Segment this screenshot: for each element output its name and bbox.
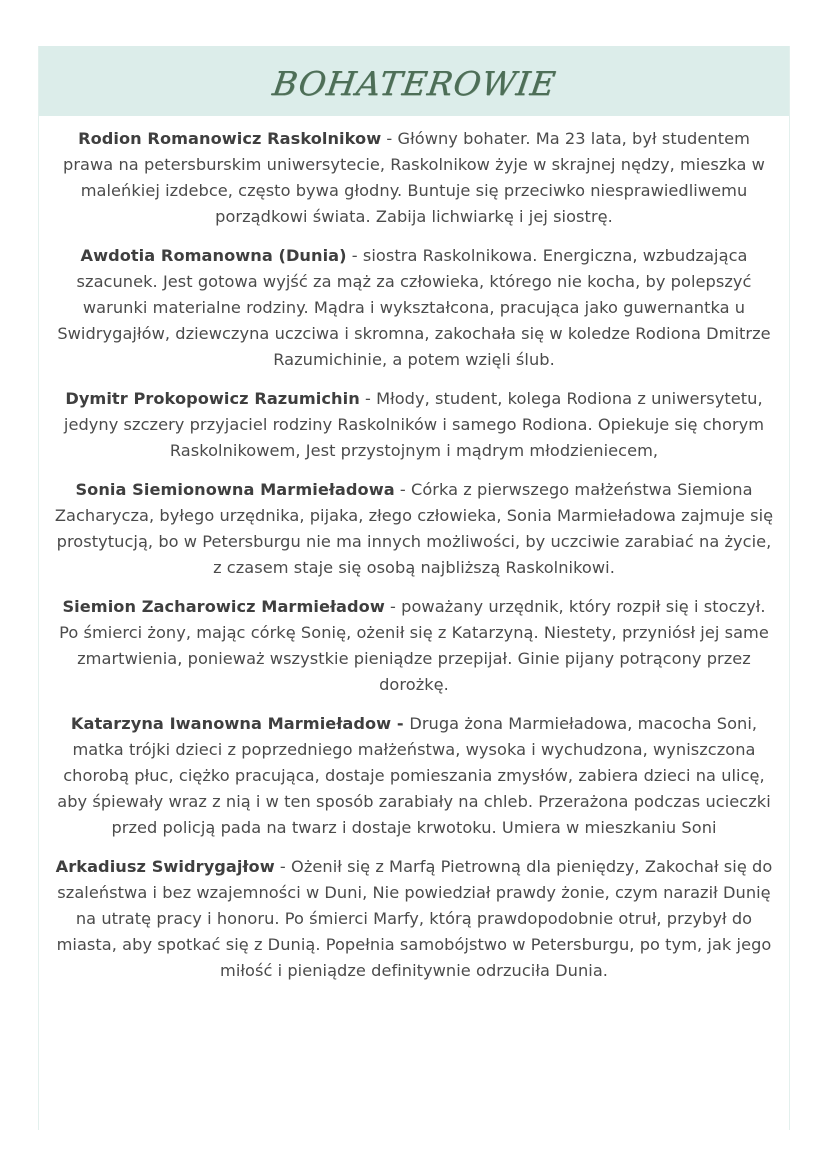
character-entry-siemion: [53, 594, 775, 698]
character-name: Rodion Romanowicz Raskolnikow: [78, 129, 382, 148]
character-description: Ożenił się z Marfą Pietrowną dla pieniędzy, Zakochał się do szaleństwa i bez wzajemności w Duni, Nie powiedział prawdy żonie, czym naraził Dunię na utratę pracy i honoru. Po śmierci Marfy, którą prawdopodobnie otruł, przybył do miasta, aby spotkać się z Dunią. Popełnia samobójstwo w Petersburgu, po tym, jak jego miłość i pieniądze definitywnie odrzuciła Dunia.: [56, 857, 773, 980]
character-entry-katarzyna: [53, 711, 775, 841]
character-name: Katarzyna Iwanowna Marmieładow: [70, 714, 392, 733]
characters-card: [38, 46, 790, 1130]
character-description: Córka z pierwszego małżeństwa Siemiona Zacharycza, byłego urzędnika, pijaka, złego człowieka, Sonia Marmieładowa zajmuje się prostytucją, bo w Petersburgu nie ma innych możliwości, by uczciwie zarabiać na życie, z czasem staje się osobą najbliższą Raskolnikowi.: [54, 480, 774, 577]
character-entry-dunia: [53, 243, 775, 373]
character-entry-raskolnikow: [53, 126, 775, 230]
character-list: [39, 116, 789, 984]
character-name: Siemion Zacharowicz Marmieładow: [62, 597, 385, 616]
separator: -: [394, 480, 411, 499]
character-entry-swidrygajlow: [53, 854, 775, 984]
character-name: Sonia Siemionowna Marmieładowa: [75, 480, 395, 499]
separator: -: [384, 597, 402, 616]
page-title: BOHATEROWIE: [269, 63, 559, 103]
header-band: [39, 46, 789, 116]
character-entry-razumichin: [53, 386, 775, 464]
character-name: Dymitr Prokopowicz Razumichin: [65, 389, 360, 408]
separator: -: [274, 857, 292, 876]
separator: -: [381, 129, 398, 148]
separator: -: [391, 714, 410, 733]
character-name: Awdotia Romanowna (Dunia): [80, 246, 347, 265]
character-name: Arkadiusz Swidrygajłow: [55, 857, 275, 876]
character-description: Druga żona Marmieładowa, macocha Soni, matka trójki dzieci z poprzedniego małżeństwa, wysoka i wychudzona, wyniszczona chorobą płuc, ciężko pracująca, dostaje pomieszania zmysłów, zabiera dzieci na ulicę, aby śpiewały wraz z nią i w ten sposób zarabiały na chleb. Przerażona podczas ucieczki przed policją pada na twarz i dostaje krwotoku. Umiera w mieszkaniu Soni: [57, 714, 771, 837]
character-description: Główny bohater. Ma 23 lata, był studentem prawa na petersburskim uniwersytecie, Raskolnikow żyje w skrajnej nędzy, mieszka w maleńkiej izdebce, często bywa głodny. Buntuje się przeciwko niesprawiedliwemu porządkowi świata. Zabija lichwiarkę i jej siostrę.: [63, 129, 765, 226]
character-description: siostra Raskolnikowa. Energiczna, wzbudzająca szacunek. Jest gotowa wyjść za mąż za człowieka, którego nie kocha, by polepszyć warunki materialne rodziny. Mądra i wykształcona, pracująca jako guwernantka u Swidrygajłów, dziewczyna uczciwa i skromna, zakochała się w koledze Rodiona Dmitrze Razumichinie, a potem wzięli ślub.: [57, 246, 771, 369]
character-entry-sonia: [53, 477, 775, 581]
character-description: Młody, student, kolega Rodiona z uniwersytetu, jedyny szczery przyjaciel rodziny Raskolników i samego Rodiona. Opiekuje się chorym Raskolnikowem, Jest przystojnym i mądrym młodzieniecem,: [63, 389, 765, 460]
separator: -: [359, 389, 377, 408]
character-description: poważany urzędnik, który rozpił się i stoczył. Po śmierci żony, mając córkę Sonię, ożenił się z Katarzyną. Niestety, przyniósł jej same zmartwienia, ponieważ wszystkie pieniądze przepijał. Ginie pijany potrącony przez dorożkę.: [59, 597, 769, 694]
separator: -: [346, 246, 363, 265]
